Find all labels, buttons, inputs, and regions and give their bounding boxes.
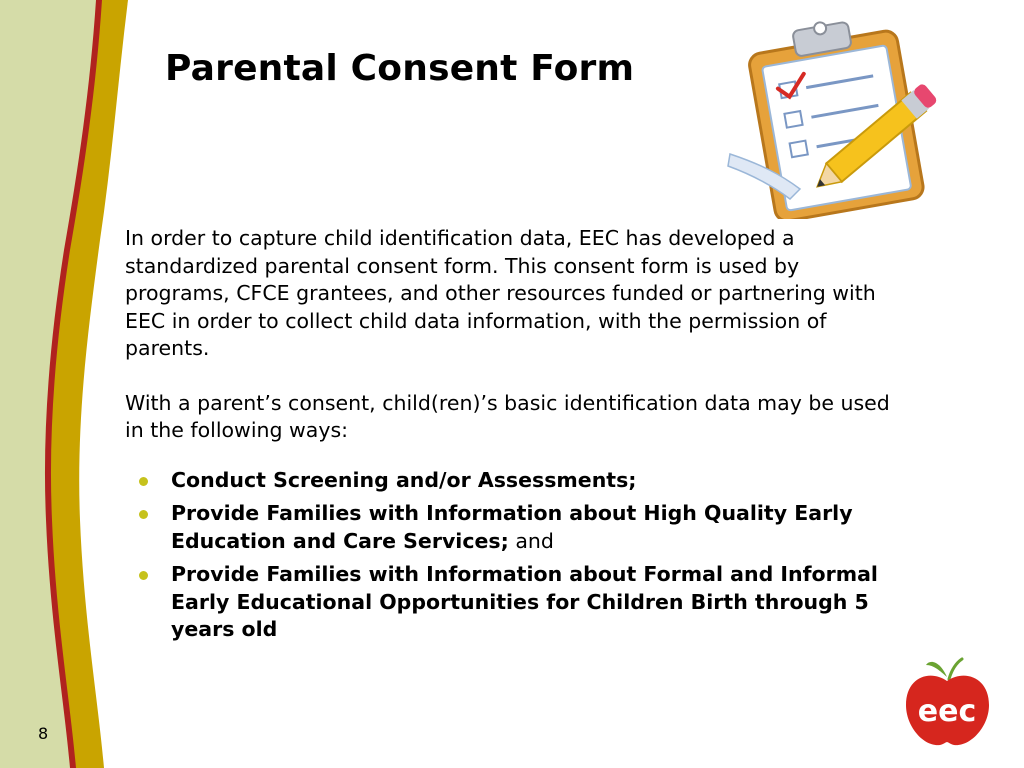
slide-title: Parental Consent Form bbox=[165, 48, 635, 89]
consent-uses-paragraph: With a parent’s consent, child(ren)’s basic identification data may be used in the following ways: bbox=[125, 390, 890, 442]
list-item-bold: Provide Families with Information about High Quality Early Education and Care Services; bbox=[171, 501, 853, 553]
logo-text: eec bbox=[917, 694, 977, 729]
side-wave-decoration bbox=[0, 0, 140, 768]
list-item bbox=[125, 500, 905, 555]
bullet-dot-icon bbox=[139, 477, 148, 486]
page-number: 8 bbox=[38, 724, 49, 743]
intro-paragraph: In order to capture child identification data, EEC has developed a standardized parental consent form. This consent form is used by programs, CFCE grantees, and other resources funded or partnering with EEC in order to collect child data information, with the permission of parents. bbox=[125, 226, 876, 360]
consent-uses-list bbox=[125, 467, 905, 644]
slide-body bbox=[125, 225, 905, 650]
bullet-dot-icon bbox=[139, 510, 148, 519]
clipboard-checklist-pencil-icon bbox=[720, 14, 945, 219]
list-item-rest: and bbox=[508, 528, 554, 553]
list-item bbox=[125, 561, 905, 644]
list-item bbox=[125, 467, 905, 495]
bullet-dot-icon bbox=[139, 571, 148, 580]
eec-apple-logo-icon bbox=[900, 655, 995, 750]
list-item-bold: Provide Families with Information about Formal and Informal Early Educational Opportunities for Children Birth through 5 years old bbox=[171, 562, 878, 641]
list-item-bold: Conduct Screening and/or Assessments; bbox=[171, 467, 637, 492]
